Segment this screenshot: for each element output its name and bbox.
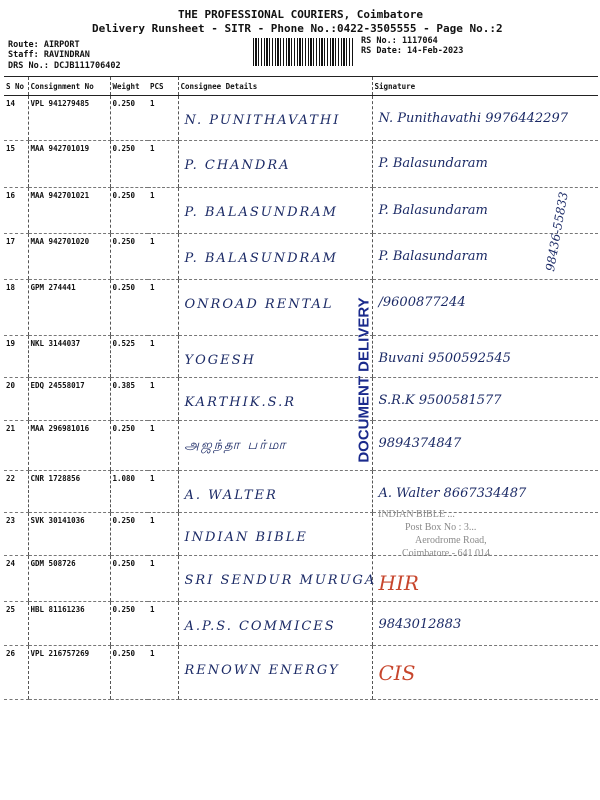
cell-pcs [148, 421, 178, 471]
table-row [4, 421, 598, 471]
table-header [4, 77, 598, 96]
cell-consignment [28, 602, 110, 646]
cell-sno-text: 25 [6, 605, 16, 614]
cell-weight [110, 378, 148, 421]
cell-weight-text: 0.250 [112, 424, 136, 433]
cell-consignment [28, 141, 110, 188]
cell-pcs [148, 188, 178, 234]
cell-consignment [28, 513, 110, 556]
rs-date: RS Date: 14-Feb-2023 [361, 46, 464, 56]
cell-sno-text: 26 [6, 649, 16, 658]
cell-sno-text: 21 [6, 424, 16, 433]
cell-signature-text: /9600877244 [378, 295, 466, 310]
cell-signature-text: P. Balasundaram [378, 249, 488, 264]
cell-consignee-text: YOGESH [184, 353, 256, 368]
cell-weight [110, 96, 148, 141]
cell-consignee-text: அஜந்தா பர்மா [184, 438, 288, 453]
cell-weight [110, 513, 148, 556]
cell-consignee-text: P. BALASUNDRAM [184, 205, 338, 220]
cell-consignment [28, 96, 110, 141]
table-row [4, 602, 598, 646]
cell-weight-text: 0.250 [112, 605, 136, 614]
cell-weight [110, 234, 148, 280]
cell-weight-text: 0.525 [112, 339, 136, 348]
cell-weight-text: 0.250 [112, 237, 136, 246]
cell-pcs [148, 378, 178, 421]
cell-sno-text: 16 [6, 191, 16, 200]
cell-signature-text: P. Balasundaram [378, 156, 488, 171]
table-row [4, 141, 598, 188]
cell-sno [4, 556, 28, 602]
cell-consignment [28, 556, 110, 602]
cell-sno-text: 20 [6, 381, 16, 390]
cell-sno [4, 471, 28, 513]
table-row [4, 96, 598, 141]
cell-pcs-text: 1 [150, 649, 155, 658]
runsheet-table [4, 76, 598, 700]
cell-consignee-text: P. BALASUNDRAM [184, 251, 338, 266]
cell-sno [4, 141, 28, 188]
cell-sno-text: 18 [6, 283, 16, 292]
cell-weight-text: 0.250 [112, 649, 136, 658]
cell-consignment [28, 280, 110, 336]
cell-consignee-text: KARTHIK.S.R [184, 395, 296, 410]
cell-consignment-text: GPM 274441 [30, 283, 76, 292]
cell-consignment-text: SVK 30141036 [30, 516, 85, 525]
cell-consignment [28, 421, 110, 471]
col-sno: S No [4, 77, 28, 96]
cell-consignee-text: RENOWN ENERGY [184, 663, 340, 678]
cell-sno [4, 336, 28, 378]
table-row [4, 336, 598, 378]
cell-consignee [178, 471, 372, 513]
cell-consignee [178, 602, 372, 646]
cell-weight-text: 0.250 [112, 559, 136, 568]
cell-consignee [178, 378, 372, 421]
cell-signature [372, 421, 598, 471]
cell-weight-text: 0.385 [112, 381, 136, 390]
col-pcs: PCS [148, 77, 178, 96]
cell-pcs-text: 1 [150, 144, 155, 153]
col-signature: Signature [372, 77, 598, 96]
cell-pcs-text: 1 [150, 237, 155, 246]
cell-consignment-text: MAA 942701020 [30, 237, 90, 246]
cell-pcs [148, 513, 178, 556]
cell-consignment [28, 378, 110, 421]
cell-sno-text: 19 [6, 339, 16, 348]
cell-pcs [148, 141, 178, 188]
cell-consignee-text: A. WALTER [184, 488, 278, 503]
cell-weight-text: 0.250 [112, 99, 136, 108]
cell-consignee-text: A.P.S. COMMICES [184, 619, 336, 634]
cell-sno [4, 188, 28, 234]
cell-pcs [148, 280, 178, 336]
cell-pcs [148, 471, 178, 513]
cell-consignment-text: HBL 81161236 [30, 605, 85, 614]
side-phone-note: 98436-55833 [543, 190, 571, 273]
cell-signature-text: Buvani 9500592545 [378, 351, 511, 366]
cell-pcs [148, 96, 178, 141]
cell-consignment-text: GDM 508726 [30, 559, 76, 568]
cell-weight [110, 280, 148, 336]
cell-weight [110, 188, 148, 234]
cell-pcs-text: 1 [150, 424, 155, 433]
cell-signature [372, 280, 598, 336]
table-row [4, 378, 598, 421]
cell-consignee [178, 646, 372, 700]
cell-weight [110, 421, 148, 471]
cell-consignment-text: CNR 1728856 [30, 474, 81, 483]
cell-consignee-text: N. PUNITHAVATHI [184, 113, 341, 128]
table-row [4, 556, 598, 602]
cell-consignment-text: VPL 216757269 [30, 649, 90, 658]
cell-sno-text: 15 [6, 144, 16, 153]
cell-pcs [148, 336, 178, 378]
cell-sno [4, 280, 28, 336]
rs-number: RS No.: 1117064 [361, 36, 438, 46]
cell-consignee [178, 188, 372, 234]
table-row [4, 234, 598, 280]
cell-signature-text: A. Walter 8667334487 [378, 486, 527, 501]
cell-pcs-text: 1 [150, 381, 155, 390]
cell-weight-text: 0.250 [112, 144, 136, 153]
cell-signature-text: S.R.K 9500581577 [378, 393, 502, 408]
table-row [4, 646, 598, 700]
cell-signature-text: 9894374847 [378, 436, 462, 451]
cell-pcs [148, 602, 178, 646]
cell-weight [110, 141, 148, 188]
table-row [4, 280, 598, 336]
cell-consignment-text: MAA 942701021 [30, 191, 90, 200]
cell-sno-text: 17 [6, 237, 16, 246]
cell-consignee [178, 336, 372, 378]
cell-signature-text: 9843012883 [378, 617, 462, 632]
cell-pcs-text: 1 [150, 516, 155, 525]
cell-signature-text: HIR [378, 571, 419, 595]
cell-signature [372, 336, 598, 378]
drs-number: DRS No.: DCJB111706402 [8, 61, 121, 71]
cell-signature-text: P. Balasundaram [378, 203, 488, 218]
cell-consignment [28, 234, 110, 280]
cell-sno [4, 378, 28, 421]
cell-consignment [28, 646, 110, 700]
cell-pcs-text: 1 [150, 339, 155, 348]
cell-signature [372, 646, 598, 700]
col-weight: Weight [110, 77, 148, 96]
cell-signature [372, 378, 598, 421]
cell-sno [4, 96, 28, 141]
cell-pcs-text: 1 [150, 605, 155, 614]
cell-sno [4, 421, 28, 471]
cell-consignment-text: MAA 296981016 [30, 424, 90, 433]
cell-pcs-text: 1 [150, 474, 155, 483]
cell-signature-text: CIS [378, 661, 416, 685]
cell-pcs [148, 556, 178, 602]
table-row [4, 513, 598, 556]
cell-consignee [178, 234, 372, 280]
cell-consignee-text: INDIAN BIBLE [184, 530, 308, 545]
cell-consignment-text: EDQ 24558017 [30, 381, 85, 390]
cell-signature [372, 556, 598, 602]
cell-weight-text: 1.080 [112, 474, 136, 483]
cell-sno [4, 646, 28, 700]
cell-pcs-text: 1 [150, 99, 155, 108]
cell-pcs [148, 646, 178, 700]
cell-sno-text: 23 [6, 516, 16, 525]
cell-consignee [178, 513, 372, 556]
company-name: THE PROFESSIONAL COURIERS, Coimbatore [178, 8, 424, 21]
cell-consignee [178, 280, 372, 336]
cell-consignment-text: VPL 941279485 [30, 99, 90, 108]
cell-weight-text: 0.250 [112, 283, 136, 292]
cell-signature [372, 234, 598, 280]
cell-weight [110, 336, 148, 378]
cell-signature [372, 141, 598, 188]
cell-signature [372, 471, 598, 513]
col-consignee: Consignee Details [178, 77, 372, 96]
table-row [4, 188, 598, 234]
barcode [253, 38, 353, 66]
cell-consignee [178, 141, 372, 188]
cell-consignee [178, 96, 372, 141]
cell-weight-text: 0.250 [112, 191, 136, 200]
cell-signature-text: N. Punithavathi 9976442297 [378, 111, 568, 126]
runsheet-subtitle: Delivery Runsheet - SITR - Phone No.:0422-3505555 - Page No.:2 [92, 22, 503, 35]
cell-sno [4, 234, 28, 280]
cell-sno [4, 513, 28, 556]
col-consignment: Consignment No [28, 77, 110, 96]
address-stamp: INDIAN BIBLE ... Post Box No : 3... Aerodrome Road, Coimbatore - 641 014. [378, 509, 493, 559]
cell-pcs-text: 1 [150, 283, 155, 292]
cell-pcs-text: 1 [150, 191, 155, 200]
table-row [4, 471, 598, 513]
cell-consignee [178, 421, 372, 471]
route-label: Route: AIRPORT [8, 40, 80, 50]
cell-weight [110, 556, 148, 602]
cell-pcs [148, 234, 178, 280]
cell-sno-text: 22 [6, 474, 16, 483]
cell-sno-text: 14 [6, 99, 16, 108]
cell-weight [110, 602, 148, 646]
document-delivery-stamp: DOCUMENT DELIVERY [355, 297, 373, 463]
cell-weight [110, 646, 148, 700]
cell-consignment [28, 336, 110, 378]
cell-sno-text: 24 [6, 559, 16, 568]
cell-consignee [178, 556, 377, 602]
cell-pcs-text: 1 [150, 559, 155, 568]
cell-consignee-text: P. CHANDRA [184, 158, 291, 173]
cell-weight [110, 471, 148, 513]
cell-consignment [28, 471, 110, 513]
cell-consignment [28, 188, 110, 234]
cell-signature [372, 602, 598, 646]
cell-consignee-text: ONROAD RENTAL [184, 297, 334, 312]
cell-consignment-text: NKL 3144037 [30, 339, 81, 348]
cell-signature [372, 96, 598, 141]
cell-consignee-text: SRI SENDUR MURUGA [184, 573, 377, 588]
cell-sno [4, 602, 28, 646]
cell-consignment-text: MAA 942701019 [30, 144, 90, 153]
cell-weight-text: 0.250 [112, 516, 136, 525]
staff-label: Staff: RAVINDRAN [8, 50, 90, 60]
